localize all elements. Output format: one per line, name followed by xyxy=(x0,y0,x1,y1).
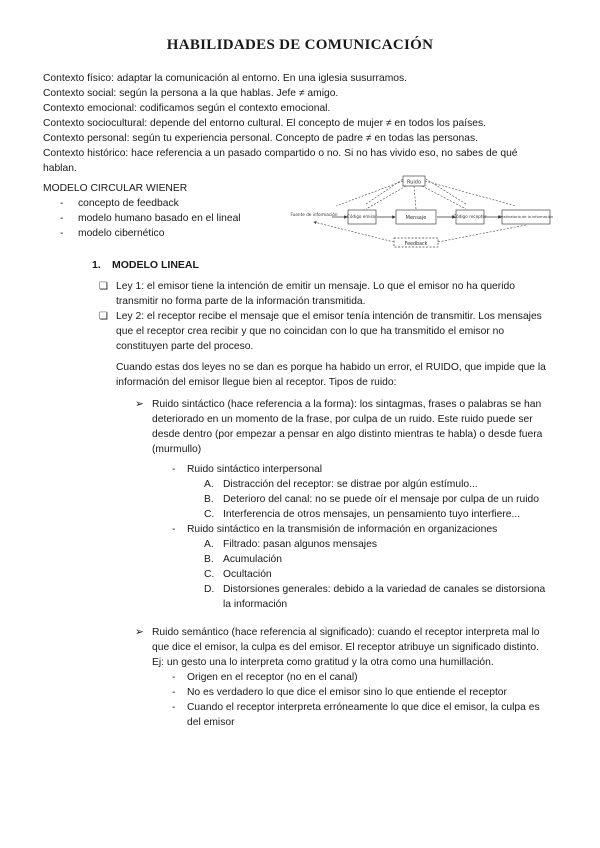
dash-bullet: - xyxy=(172,702,176,713)
list-item: D. Distorsiones generales: debido a la variedad de canales se distorsiona la información xyxy=(204,584,546,610)
context-sociocultural: Contexto sociocultural: depende del entorno cultural. El concepto de mujer ≠ en todos los países. xyxy=(43,118,486,129)
dash-bullet: - xyxy=(60,213,64,224)
context-personal: Contexto personal: según tu experiencia personal. Concepto de padre ≠ en todas las personas. xyxy=(43,133,478,144)
list-item: - concepto de feedback xyxy=(60,198,179,209)
list-item: B. Acumulación xyxy=(204,554,282,565)
dash-bullet: - xyxy=(172,672,176,683)
svg-text:Fuente de información: Fuente de información xyxy=(290,212,338,217)
svg-text:Código emisor: Código emisor xyxy=(346,214,378,219)
noise-intro: Cuando estas dos leyes no se dan es porque ha habido un error, el RUIDO, que impide que la información del emisor llegue bien al receptor. Tipos de ruido: xyxy=(116,362,546,388)
list-item: - No es verdadero lo que dice el emisor sino lo que entiende el receptor xyxy=(172,687,507,698)
dash-bullet: - xyxy=(60,228,64,239)
svg-text:Destinatario de la información: Destinatario de la información xyxy=(498,215,554,219)
section-title: MODELO LINEAL xyxy=(112,259,199,271)
checkbox-bullet-icon: ❏ xyxy=(99,311,108,322)
page-title: HABILIDADES DE COMUNICACIÓN xyxy=(166,37,434,53)
list-item: - modelo humano basado en el lineal xyxy=(60,213,241,224)
syntactic-noise: ➢ Ruido sintáctico (hace referencia a la forma): los sintagmas, frases o palabras se han deteriorado en un momento de la frase, por culpa de un ruido. Este ruido puede ser desde dentro (por empezar a pensar en algo distinto mientras te habla) o desde fuera (murmullo) xyxy=(135,399,543,455)
list-item: C. Interferencia de otros mensajes, un pensamiento tuyo interfiere... xyxy=(204,509,521,520)
context-historical: Contexto histórico: hace referencia a un pasado compartido o no. Si no has vivido eso, no sabes de qué hablan. xyxy=(43,148,518,174)
svg-text:Mensaje: Mensaje xyxy=(405,215,427,221)
checkbox-bullet-icon: ❏ xyxy=(99,281,108,292)
arrow-bullet-icon: ➢ xyxy=(135,627,144,638)
list-item: A. Filtrado: pasan algunos mensajes xyxy=(204,539,377,550)
wiener-model xyxy=(43,181,283,241)
list-item: C. Ocultación xyxy=(204,569,272,580)
semantic-noise: ➢ Ruido semántico (hace referencia al significado): cuando el receptor interpreta mal lo que dice el emisor, la culpa es del emisor. El receptor atribuye un significado distinto. Ej: un gesto una lo interpreta como gratitud y la otra como una humillación. xyxy=(135,627,540,668)
source-box xyxy=(290,212,337,217)
law-1: ❏ Ley 1: el emisor tiene la intención de emitir un mensaje. Lo que el emisor no ha querido transmitir no forma parte de la información transmitida. xyxy=(99,281,515,307)
list-item: - Origen en el receptor (no en el canal) xyxy=(172,672,358,683)
wiener-heading: MODELO CIRCULAR WIENER xyxy=(43,183,188,194)
dash-bullet: - xyxy=(172,687,176,698)
dash-bullet: - xyxy=(172,464,176,475)
context-list xyxy=(43,71,543,176)
section-number: 1. xyxy=(92,259,101,271)
context-social: Contexto social: según la persona a la que hablas. Jefe ≠ amigo. xyxy=(43,88,339,99)
dash-bullet: - xyxy=(172,524,176,535)
list-item: - Cuando el receptor interpreta erróneamente lo que dice el emisor, la culpa es del emisor xyxy=(172,702,540,728)
noise-label: Ruido xyxy=(406,179,422,186)
list-item: - modelo cibernético xyxy=(60,228,165,239)
list-item: B. Deterioro del canal: no se puede oír el mensaje por culpa de un ruido xyxy=(204,494,539,505)
svg-text:Código receptor: Código receptor xyxy=(453,214,487,219)
arrow-bullet-icon: ➢ xyxy=(135,399,144,410)
section-heading xyxy=(92,258,199,273)
interpersonal-noise: - Ruido sintáctico interpersonal xyxy=(172,464,323,475)
organization-noise: - Ruido sintáctico en la transmisión de información en organizaciones xyxy=(172,524,498,535)
law-2: ❏ Ley 2: el receptor recibe el mensaje que el emisor tenía intención de transmitir. Los mensajes que el receptor crea recibir y que no coincidan con lo que ha transmitido el emisor no constituyen parte del proceso. xyxy=(99,311,542,352)
wiener-diagram xyxy=(290,174,554,252)
context-physical: Contexto físico: adaptar la comunicación al entorno. En una iglesia susurramos. xyxy=(43,73,408,84)
dash-bullet: - xyxy=(60,198,64,209)
feedback-label: Feedback xyxy=(404,242,428,247)
wiener-list xyxy=(43,196,283,241)
section-body xyxy=(99,279,549,730)
list-item: A. Distracción del receptor: se distrae por algún estímulo... xyxy=(204,479,478,490)
context-emotional: Contexto emocional: codificamos según el contexto emocional. xyxy=(43,103,331,114)
